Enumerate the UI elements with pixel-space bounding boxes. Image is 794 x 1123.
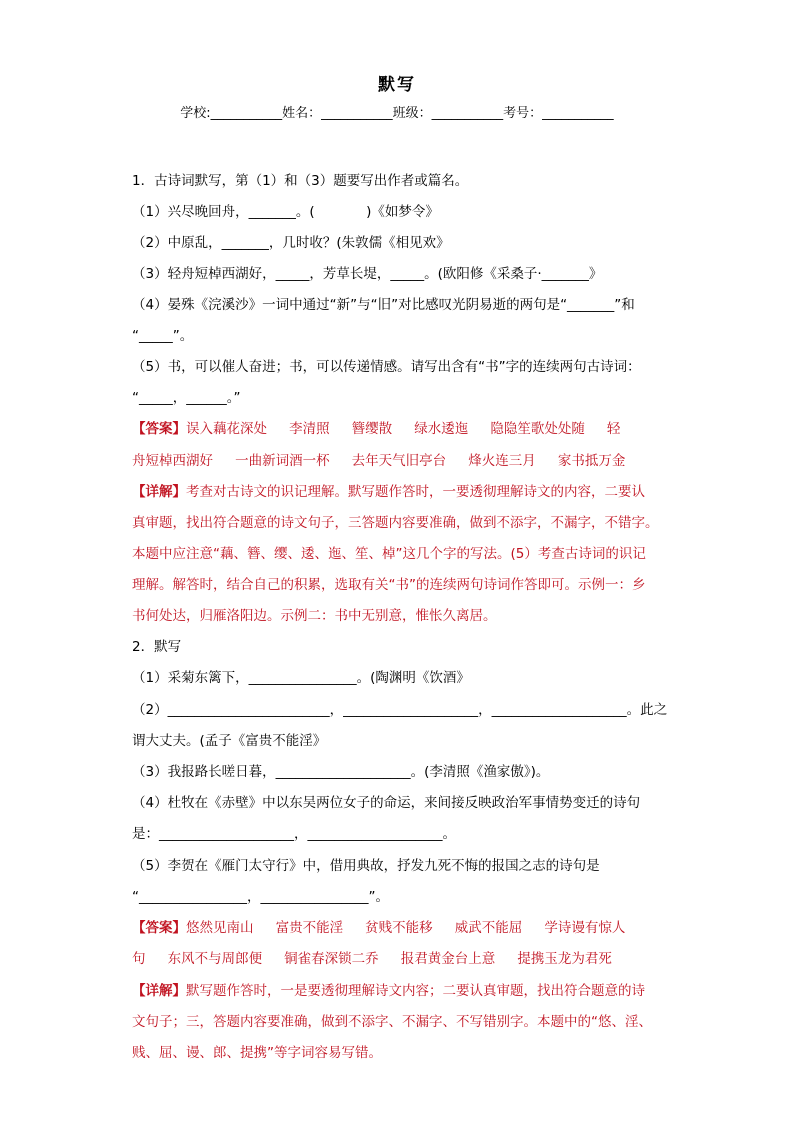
q2-item-4: （4）杜牧在《赤壁》中以东吴两位女子的命运，来间接反映政治军事情势变迁的诗句: [132, 795, 641, 811]
q1-item-4: （4）晏殊《浣溪沙》一词中通过“新”与“旧”对比感叹光阴易逝的两句是“_______”和: [132, 297, 635, 313]
q1-item-3: （3）轻舟短棹西湖好，_____，芳草长堤，_____。(欧阳修《采桑子·_______》: [132, 266, 603, 282]
q1-explain-line: 理解。解答时，结合自己的积累，选取有关“书”的连续两句诗词作答即可。示例一：乡: [132, 577, 646, 593]
q1-explain: [132, 482, 672, 502]
q1-stem: 1．古诗词默写，第（1）和（3）题要写出作者或篇名。: [132, 173, 469, 189]
q1-explain-line: 书何处达，归雁洛阳边。示例二：书中无别意，惟怅久离居。: [132, 608, 497, 624]
answer-tag: 【答案】: [132, 421, 186, 437]
q1-item-4-cont: “_____”。: [132, 328, 194, 344]
q2-explain-text: 默写题作答时，一是要透彻理解诗文内容；二要认真审题，找出符合题意的诗: [186, 983, 645, 999]
q2-item-2-cont: 谓大丈夫。(孟子《富贵不能淫》: [132, 733, 327, 749]
q1-answer-text: 误入藕花深处 李清照 簪缨散 绿水逶迤 隐隐笙歌处处随 轻: [186, 421, 621, 437]
q1-answer: [132, 419, 672, 439]
q2-item-3: （3）我报路长嗟日暮，____________________。(李清照《渔家傲》)。: [132, 764, 550, 780]
explain-tag: 【详解】: [132, 484, 186, 500]
q2-item-4-cont: 是：____________________，____________________。: [132, 826, 456, 842]
student-info-line: 学校:___________姓名：___________班级：___________考号：___________: [180, 106, 614, 121]
q2-item-5: （5）李贺在《雁门太守行》中，借用典故，抒发九死不悔的报国之志的诗句是: [132, 858, 600, 874]
q1-item-5-cont: “_____，______。”: [132, 390, 241, 406]
q2-item-2: （2）________________________，____________________，____________________。此之: [132, 702, 668, 718]
q1-explain-text: 考查对古诗文的识记理解。默写题作答时，一要透彻理解诗文的内容，二要认: [186, 484, 645, 500]
q2-answer-text: 悠然见南山 富贵不能淫 贫贱不能移 威武不能屈 学诗谩有惊人: [186, 920, 626, 936]
q1-answer-cont: 舟短棹西湖好 一曲新词酒一杯 去年天气旧亭台 烽火连三月 家书抵万金: [132, 453, 626, 469]
q2-explain-line: 文句子；三，答题内容要准确，做到不添字、不漏字、不写错别字。本题中的“悠、淫、: [132, 1014, 652, 1030]
q1-item-5: （5）书，可以催人奋进；书，可以传递情感。请写出含有“书”字的连续两句古诗词：: [132, 359, 641, 375]
q1-explain-line: 本题中应注意“藕、簪、缨、逶、迤、笙、棹”这几个字的写法。(5）考查古诗词的识记: [132, 546, 646, 562]
explain-tag: 【详解】: [132, 983, 186, 999]
q2-explain-line: 贱、屈、谩、郎、提携”等字词容易写错。: [132, 1045, 382, 1061]
q2-stem: 2．默写: [132, 639, 182, 655]
q1-item-1: （1）兴尽晚回舟，_______。( )《如梦令》: [132, 204, 439, 220]
page-title: 默写: [378, 75, 416, 95]
q1-item-2: （2）中原乱，_______，几时收？(朱敦儒《相见欢》: [132, 235, 450, 251]
answer-tag: 【答案】: [132, 920, 186, 936]
q1-explain-line: 真审题，找出符合题意的诗文句子，三答题内容要准确，做到不添字，不漏字，不错字。: [132, 515, 659, 531]
q2-item-1: （1）采菊东篱下，________________。(陶渊明《饮酒》: [132, 670, 470, 686]
q2-item-5-cont: “________________，________________”。: [132, 889, 389, 905]
q2-answer-cont: 句 东风不与周郎便 铜雀春深锁二乔 报君黄金台上意 提携玉龙为君死: [132, 951, 612, 967]
q2-explain: [132, 981, 672, 1001]
q2-answer: [132, 918, 672, 938]
